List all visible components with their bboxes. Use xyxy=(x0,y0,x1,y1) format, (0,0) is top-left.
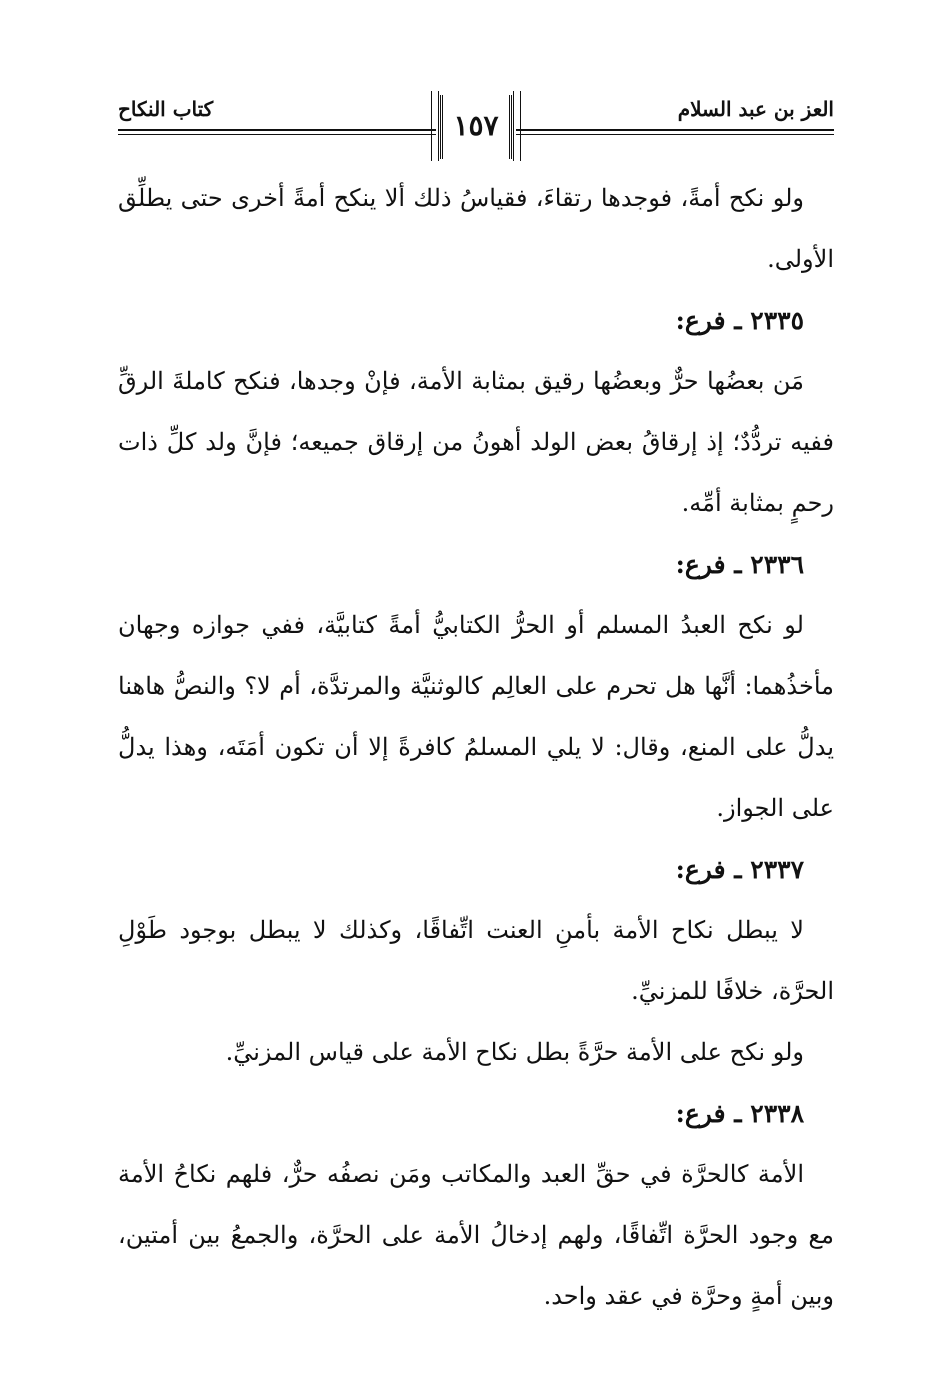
section-heading-2337: ٢٣٣٧ ـ فرع: xyxy=(675,855,804,884)
header-rule-left-thin xyxy=(118,134,436,135)
paragraph-2: مَن بعضُها حرٌّ وبعضُها رقيق بمثابة الأمة، فإنْ وجدها، فنكح كاملةَ الرقِّ ففيه تردُّدٌ؛ إذ إرقاقُ بعض الولد أهونُ من إرقاق جميعه؛ فإنَّ ولد كلِّ ذات رحمٍ بمثابة أمِّه. xyxy=(118,367,834,517)
paragraph-1: ولو نكح أمةً، فوجدها رتقاءَ، فقياسُ ذلك ألا ينكح أمةً أخرى حتى يطلِّق الأولى. xyxy=(118,184,834,273)
paragraph-5: ولو نكح على الأمة حرَّةً بطل نكاح الأمة على قياس المزنيِّ. xyxy=(225,1038,804,1066)
header-rule-right-thin xyxy=(516,134,834,135)
section-heading-2338: ٢٣٣٨ ـ فرع: xyxy=(675,1099,804,1128)
page-number: ١٥٧ xyxy=(453,109,499,142)
paragraph-6: الأمة كالحرَّة في حقِّ العبد والمكاتب ومَن نصفُه حرٌّ، فلهم نكاحُ الأمة مع وجود الحرَّة اتِّفاقًا، ولهم إدخالُ الأمة على الحرَّة، والجمعُ بين أمتين، وبين أمةٍ وحرَّة في عقد واحد. xyxy=(118,1160,834,1310)
header-rule-left xyxy=(118,129,436,131)
section-heading-2335: ٢٣٣٥ ـ فرع: xyxy=(675,306,804,335)
page-body xyxy=(118,168,834,1327)
section-heading-2336: ٢٣٣٦ ـ فرع: xyxy=(675,550,804,579)
running-header xyxy=(118,95,834,165)
header-rule-right xyxy=(516,129,834,131)
paragraph-4: لا يبطل نكاح الأمة بأمنِ العنت اتِّفاقًا، وكذلك لا يبطل بوجود طَوْلِ الحرَّة، خلافًا للمزنيِّ. xyxy=(118,916,834,1005)
book-section-title: كتاب النكاح xyxy=(118,97,214,121)
paragraph-3: لو نكح العبدُ المسلم أو الحرُّ الكتابيُّ أمةً كتابيَّة، ففي جوازه وجهان مأخذُهما: أنَّها هل تحرم على العالِم كالوثنيَّة والمرتدَّة، أم لا؟ والنصُّ هاهنا يدلُّ على المنع، وقال: لا يلي المسلمُ كافرةً إلا أن تكون أمَتَه، وهذا يدلُّ على الجواز. xyxy=(118,611,834,822)
page-number-frame xyxy=(440,95,512,159)
author-title: العز بن عبد السلام xyxy=(677,97,834,121)
